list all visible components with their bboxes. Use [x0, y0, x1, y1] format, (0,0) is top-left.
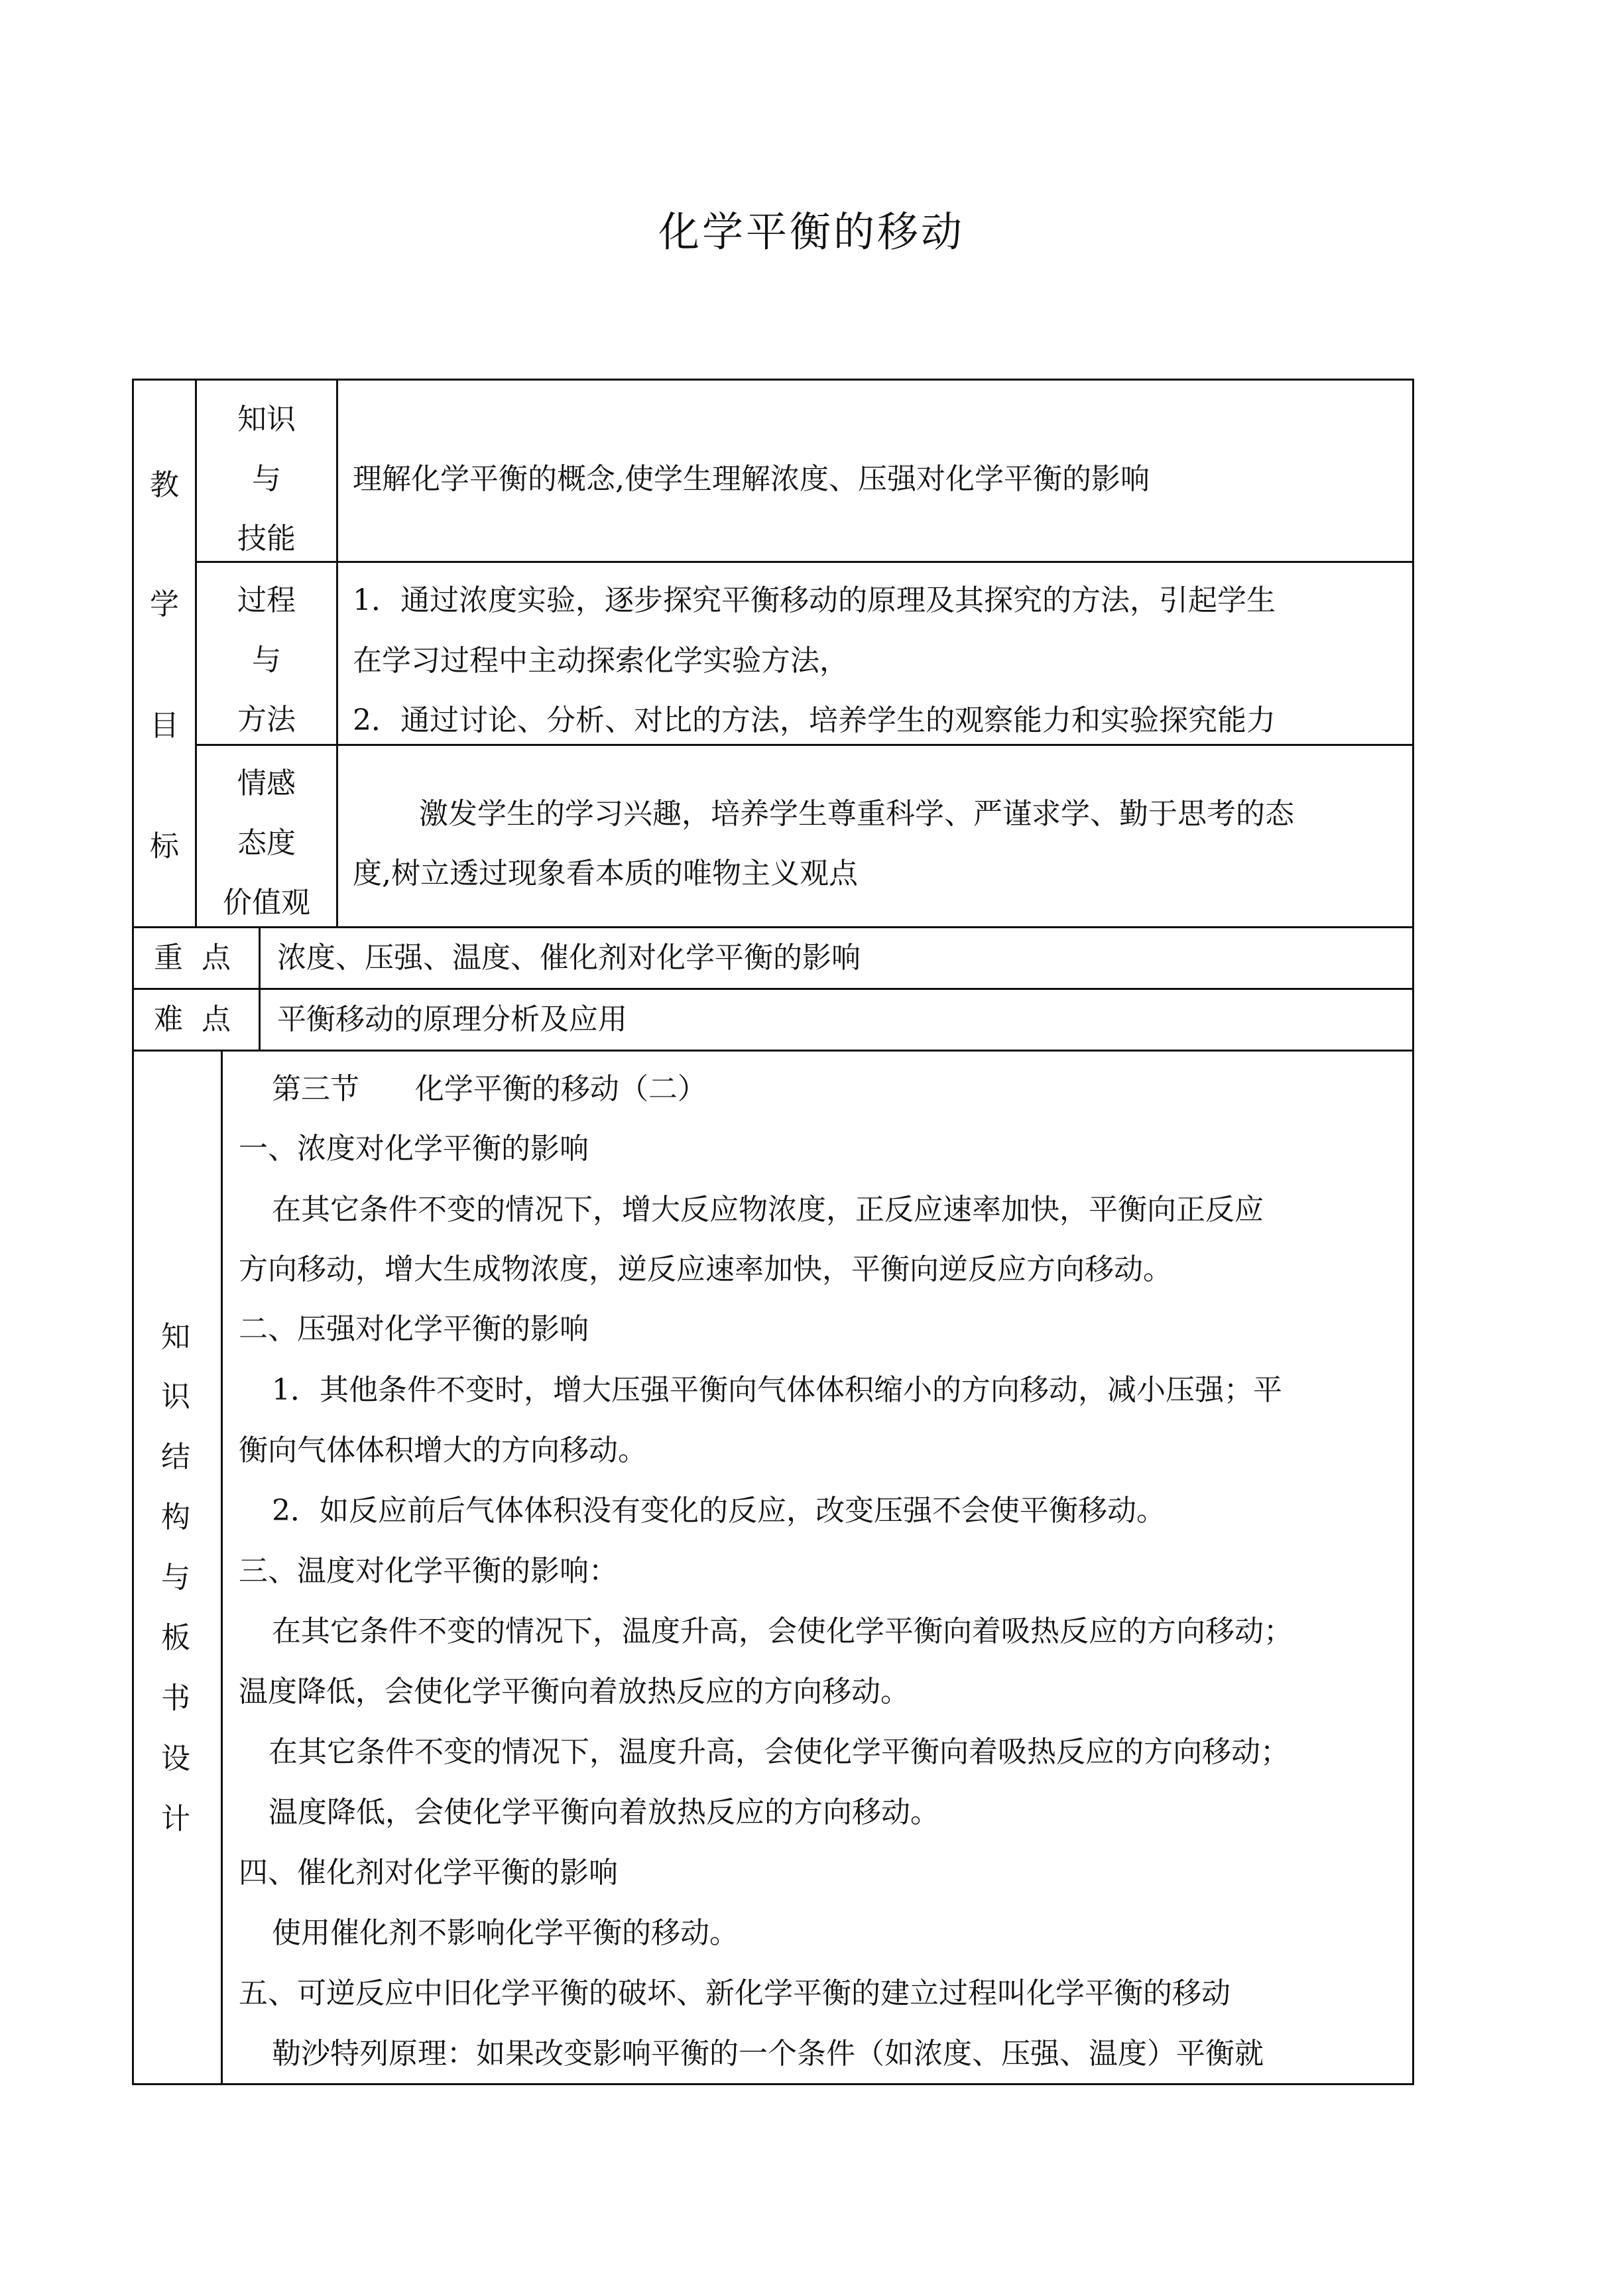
- knowledge-label-line: 知识: [237, 402, 296, 436]
- difficult-point-content: 平衡移动的原理分析及应用: [277, 1002, 627, 1036]
- board-line: 衡向气体体积增大的方向移动。: [239, 1433, 647, 1467]
- objectives-label-char: 教: [150, 468, 179, 502]
- process-label-line: 过程: [237, 583, 296, 617]
- board-line: 一、浓度对化学平衡的影响: [239, 1132, 589, 1166]
- board-label-char: 结: [161, 1440, 190, 1474]
- emotion-label-line: 态度: [237, 826, 296, 860]
- board-label-char: 计: [161, 1802, 190, 1836]
- table-border-left: [132, 379, 134, 2085]
- objectives-divider-2: [336, 379, 338, 928]
- row-divider-board: [132, 1050, 1414, 1052]
- emotion-label-line: 情感: [237, 766, 296, 800]
- board-line: 勒沙特列原理：如果改变影响平衡的一个条件（如浓度、压强、温度）平衡就: [272, 2037, 1264, 2071]
- points-divider: [259, 926, 261, 1052]
- board-line: 四、催化剂对化学平衡的影响: [239, 1856, 618, 1890]
- objectives-label-char: 学: [150, 587, 179, 621]
- emotion-content-line: 度,树立透过现象看本质的唯物主义观点: [353, 857, 858, 890]
- process-label-line: 方法: [237, 703, 296, 737]
- knowledge-content: 理解化学平衡的概念,使学生理解浓度、压强对化学平衡的影响: [353, 462, 1150, 496]
- board-line: 五、可逆反应中旧化学平衡的破坏、新化学平衡的建立过程叫化学平衡的移动: [239, 1976, 1231, 2010]
- emotion-content-line: 激发学生的学习兴趣，培养学生尊重科学、严谨求学、勤于思考的态: [419, 797, 1294, 831]
- table-border-top: [132, 379, 1414, 381]
- process-content-line: 1．通过浓度实验，逐步探究平衡移动的原理及其探究的方法，引起学生: [353, 583, 1276, 617]
- objectives-label-char: 标: [150, 829, 179, 863]
- board-line: 二、压强对化学平衡的影响: [239, 1312, 589, 1346]
- key-point-content: 浓度、压强、温度、催化剂对化学平衡的影响: [277, 941, 861, 975]
- process-label: [197, 571, 336, 750]
- objectives-row-divider-1: [195, 561, 1414, 563]
- process-label-line: 与: [252, 643, 281, 677]
- knowledge-label-line: 与: [252, 462, 281, 496]
- board-line: 在其它条件不变的情况下，温度升高，会使化学平衡向着吸热反应的方向移动；: [269, 1735, 1290, 1769]
- board-line: 在其它条件不变的情况下，增大反应物浓度，正反应速率加快，平衡向正反应: [272, 1193, 1264, 1227]
- page-title: 化学平衡的移动: [658, 208, 965, 256]
- board-line: 使用催化剂不影响化学平衡的移动。: [272, 1916, 739, 1950]
- board-label-char: 书: [161, 1681, 190, 1715]
- board-line: 1．其他条件不变时，增大压强平衡向气体体积缩小的方向移动，减小压强；平: [272, 1373, 1282, 1407]
- key-point-label: 重 点: [154, 941, 231, 975]
- knowledge-label-line: 技能: [237, 522, 296, 556]
- emotion-label-line: 价值观: [223, 886, 310, 920]
- emotion-label: [197, 754, 336, 933]
- board-line: 温度降低，会使化学平衡向着放热反应的方向移动。: [239, 1675, 910, 1709]
- board-section-heading: 第三节 化学平衡的移动（二）: [272, 1072, 707, 1106]
- knowledge-label: [197, 390, 336, 569]
- process-content-line: 2．通过讨论、分析、对比的方法，培养学生的观察能力和实验探究能力: [353, 703, 1276, 737]
- board-line: 方向移动，增大生成物浓度，逆反应速率加快，平衡向逆反应方向移动。: [239, 1252, 1172, 1286]
- board-line: 三、温度对化学平衡的影响：: [239, 1554, 618, 1588]
- board-divider: [221, 1050, 223, 2085]
- board-line: 2．如反应前后气体体积没有变化的反应，改变压强不会使平衡移动。: [272, 1494, 1166, 1528]
- board-label-char: 设: [161, 1742, 190, 1776]
- objectives-label-char: 目: [150, 709, 179, 743]
- board-line: 在其它条件不变的情况下，温度升高，会使化学平衡向着吸热反应的方向移动；: [272, 1614, 1293, 1648]
- process-content-line: 在学习过程中主动探索化学实验方法，: [353, 644, 849, 678]
- difficult-point-label: 难 点: [154, 1002, 231, 1036]
- board-line: 温度降低，会使化学平衡向着放热反应的方向移动。: [269, 1795, 939, 1829]
- board-label-char: 与: [161, 1561, 190, 1595]
- board-label-char: 识: [161, 1380, 190, 1414]
- board-label-char: 构: [161, 1500, 190, 1534]
- table-border-right: [1412, 379, 1414, 2085]
- board-label-char: 知: [161, 1320, 190, 1354]
- board-label-char: 板: [161, 1621, 190, 1655]
